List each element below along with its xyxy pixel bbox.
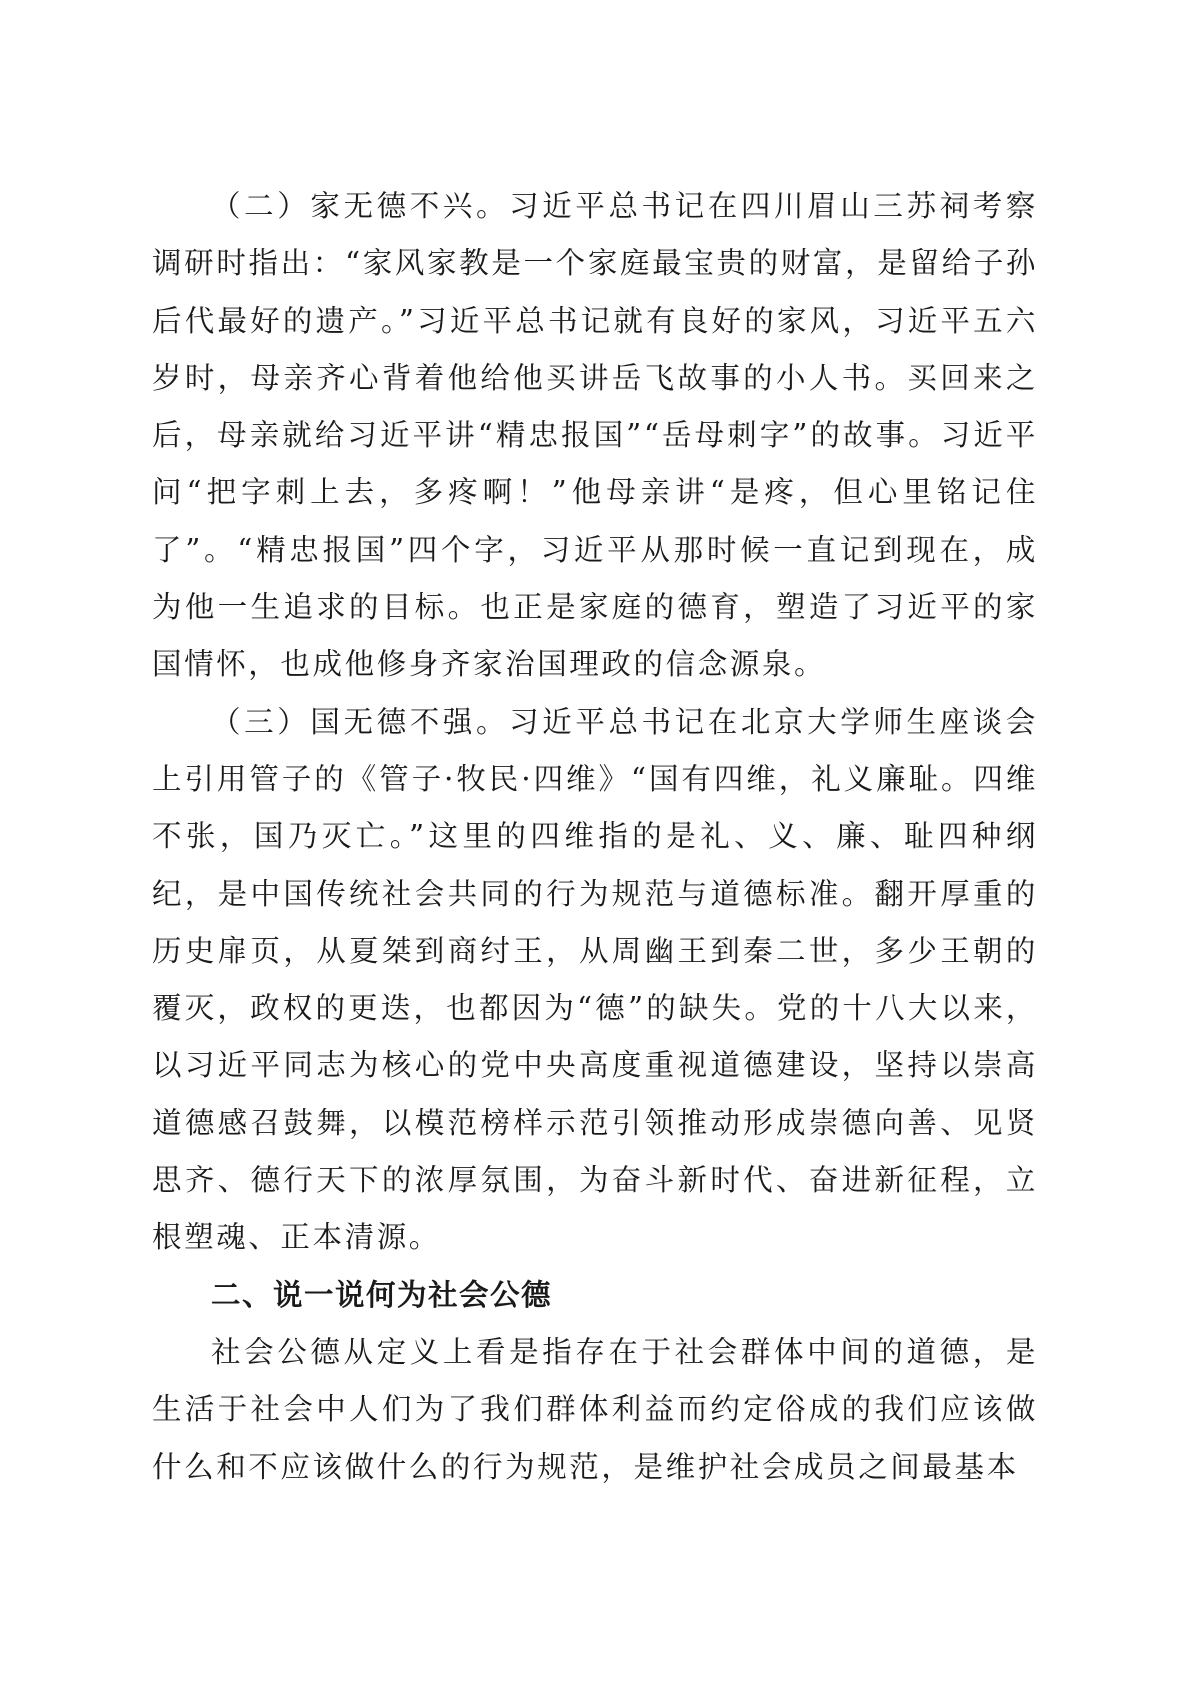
paragraph-nation-virtue: （三）国无德不强。习近平总书记在北京大学师生座谈会上引用管子的《管子·牧民·四维》“国有四维，礼义廉耻。四维不张，国乃灭亡。”这里的四维指的是礼、义、廉、耻四种纲纪，是中国传统社会共同的行为规范与道德标准。翻开厚重的历史扉页，从夏桀到商纣王，从周幽王到秦二世，多少王朝的覆灭，政权的更迭，也都因为“德”的缺失。党的十八大以来，以习近平同志为核心的党中央高度重视道德建设，坚持以崇高道德感召鼓舞，以模范榜样示范引领推动形成崇德向善、见贤思齐、德行天下的浓厚氛围，为奋斗新时代、奋进新征程，立根塑魂、正本清源。 [152, 704, 1038, 1255]
document-page [152, 178, 1038, 1496]
section-heading: 二、说一说何为社会公德 [211, 1277, 553, 1312]
paragraph-social-morality: 社会公德从定义上看是指存在于社会群体中间的道德，是生活于社会中人们为了我们群体利益而约定俗成的我们应该做什么和不应该做什么的行为规范，是维护社会成员之间最基本 [152, 1334, 1038, 1484]
paragraph-family-virtue: （二）家无德不兴。习近平总书记在四川眉山三苏祠考察调研时指出：“家风家教是一个家庭最宝贵的财富，是留给子孙后代最好的遗产。”习近平总书记就有良好的家风，习近平五六岁时，母亲齐心背着他给他买讲岳飞故事的小人书。买回来之后，母亲就给习近平讲“精忠报国”“岳母刺字”的故事。习近平问“把字刺上去，多疼啊！”他母亲讲“是疼，但心里铭记住了”。“精忠报国”四个字，习近平从那时候一直记到现在，成为他一生追求的目标。也正是家庭的德育，塑造了习近平的家国情怀，也成他修身齐家治国理政的信念源泉。 [152, 189, 1038, 682]
